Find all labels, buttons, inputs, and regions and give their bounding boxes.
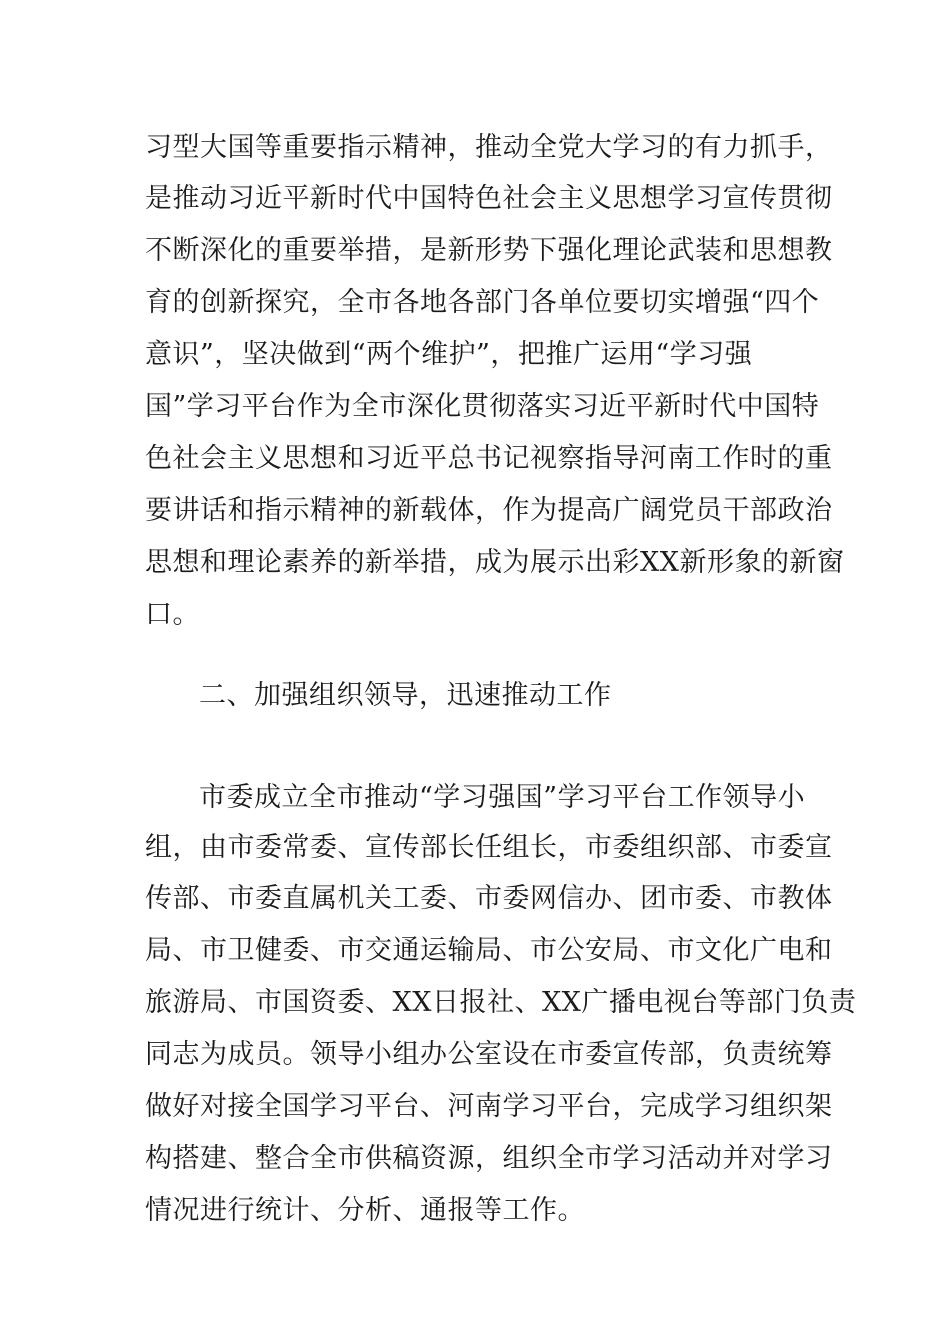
paragraph-line: 情况进行统计、分析、通报等工作。 [145, 1195, 585, 1226]
paragraph-line: 局、市卫健委、市交通运输局、市公安局、市文化广电和 [145, 935, 833, 966]
paragraph-line: 传部、市委直属机关工委、市委网信办、团市委、市教体 [145, 883, 833, 914]
paragraph-line: 色社会主义思想和习近平总书记视察指导河南工作时的重 [145, 443, 833, 474]
paragraph-line: 是推动习近平新时代中国特色社会主义思想学习宣传贯彻 [145, 183, 833, 214]
paragraph-line: 国”学习平台作为全市深化贯彻落实习近平新时代中国特 [145, 391, 820, 422]
paragraph-line: 同志为成员。领导小组办公室设在市委宣传部，负责统筹 [145, 1039, 833, 1070]
paragraph-line: 组，由市委常委、宣传部长任组长，市委组织部、市委宣 [145, 832, 833, 863]
paragraph-line: 构搭建、整合全市供稿资源，组织全市学习活动并对学习 [145, 1143, 833, 1174]
paragraph-line: 市委成立全市推动“学习强国”学习平台工作领导小 [199, 782, 806, 813]
paragraph-line: 口。 [145, 599, 200, 630]
paragraph-line: 习型大国等重要指示精神，推动全党大学习的有力抓手， [145, 132, 833, 163]
paragraph-line: 要讲话和指示精神的新载体，作为提高广阔党员干部政治 [145, 495, 833, 526]
paragraph-line: 意识”，坚决做到“两个维护”，把推广运用“学习强 [145, 339, 753, 370]
paragraph-line: 育的创新探究，全市各地各部门各单位要切实增强“四个 [145, 287, 820, 318]
paragraph-line: 不断深化的重要举措，是新形势下强化理论武装和思想教 [145, 235, 833, 266]
paragraph-line: 做好对接全国学习平台、河南学习平台，完成学习组织架 [145, 1091, 833, 1122]
paragraph-line: 思想和理论素养的新举措，成为展示出彩XX新形象的新窗 [145, 547, 845, 578]
section-heading: 二、加强组织领导，迅速推动工作 [199, 680, 612, 711]
paragraph-line: 旅游局、市国资委、XX日报社、XX广播电视台等部门负责 [145, 987, 857, 1018]
